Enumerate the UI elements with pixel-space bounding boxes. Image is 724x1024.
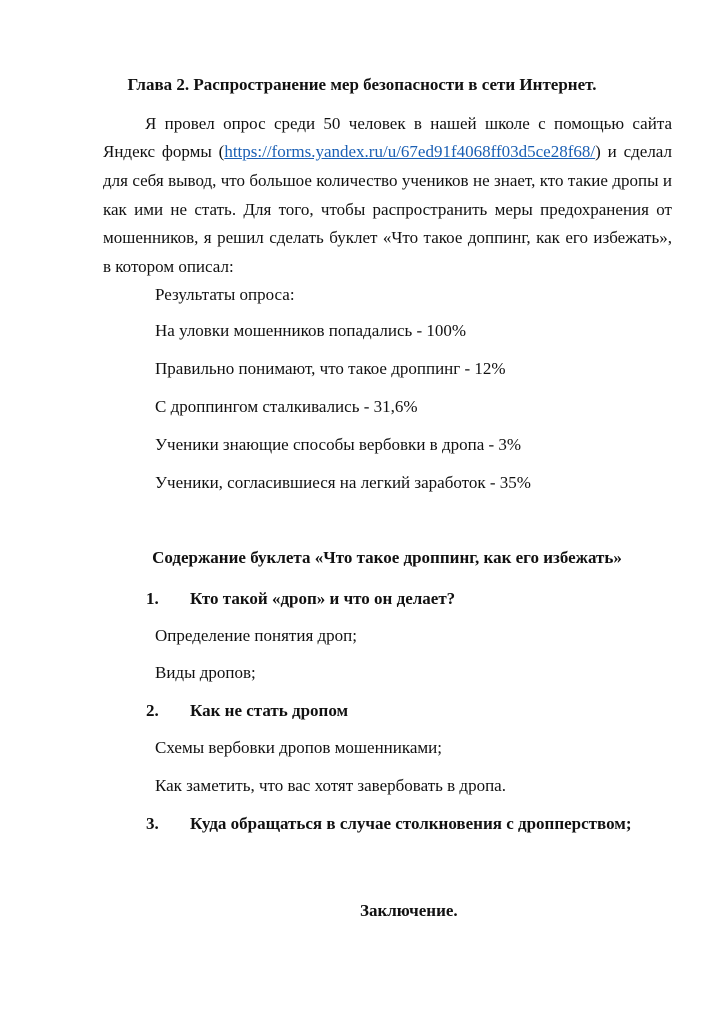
paragraph-line: мошенников, я решил сделать буклет «Что такое доппинг, как его избежать», xyxy=(103,228,672,247)
chapter-heading: Глава 2. Распространение мер безопасности в сети Интернет. xyxy=(127,75,597,94)
booklet-title: Содержание буклета «Что такое дроппинг, как его избежать» xyxy=(152,548,622,567)
survey-item: На уловки мошенников попадались - 100% xyxy=(155,321,467,340)
section-number: 3. xyxy=(146,814,159,833)
section-item: Как заметить, что вас хотят завербовать в дропа. xyxy=(155,776,506,795)
section-title: Куда обращаться в случае столкновения с дропперством; xyxy=(190,814,632,833)
text: Яндекс формы ( xyxy=(103,142,225,161)
section-item: Виды дропов; xyxy=(155,663,256,682)
survey-item: Ученики знающие способы вербовки в дропа - 3% xyxy=(155,435,522,454)
survey-item: Правильно понимают, что такое дроппинг - 12% xyxy=(155,359,506,378)
section-number: 1. xyxy=(146,589,159,608)
section-item: Схемы вербовки дропов мошенниками; xyxy=(155,738,442,757)
section-title: Кто такой «дроп» и что он делает? xyxy=(190,589,456,608)
text: ) и сделал xyxy=(595,142,672,161)
survey-title: Результаты опроса: xyxy=(155,285,295,304)
survey-item: С дроппингом сталкивались - 31,6% xyxy=(155,397,418,416)
section-item: Определение понятия дроп; xyxy=(155,626,357,645)
survey-item: Ученики, согласившиеся на легкий заработок - 35% xyxy=(155,473,531,492)
conclusion-heading: Заключение. xyxy=(360,901,458,920)
paragraph-line: для себя вывод, что большое количество учеников не знает, кто такие дропы и xyxy=(103,171,672,190)
section-number: 2. xyxy=(146,701,159,720)
section-title: Как не стать дропом xyxy=(190,701,349,720)
paragraph-line: в котором описал: xyxy=(103,257,234,276)
survey-link[interactable]: https://forms.yandex.ru/u/67ed91f4068ff03d5ce28f68/ xyxy=(224,142,596,161)
paragraph-line: Я провел опрос среди 50 человек в нашей школе с помощью сайта xyxy=(145,114,672,133)
paragraph-line: как ими не стать. Для того, чтобы распространить меры предохранения от xyxy=(103,200,672,219)
paragraph-line xyxy=(103,142,672,162)
